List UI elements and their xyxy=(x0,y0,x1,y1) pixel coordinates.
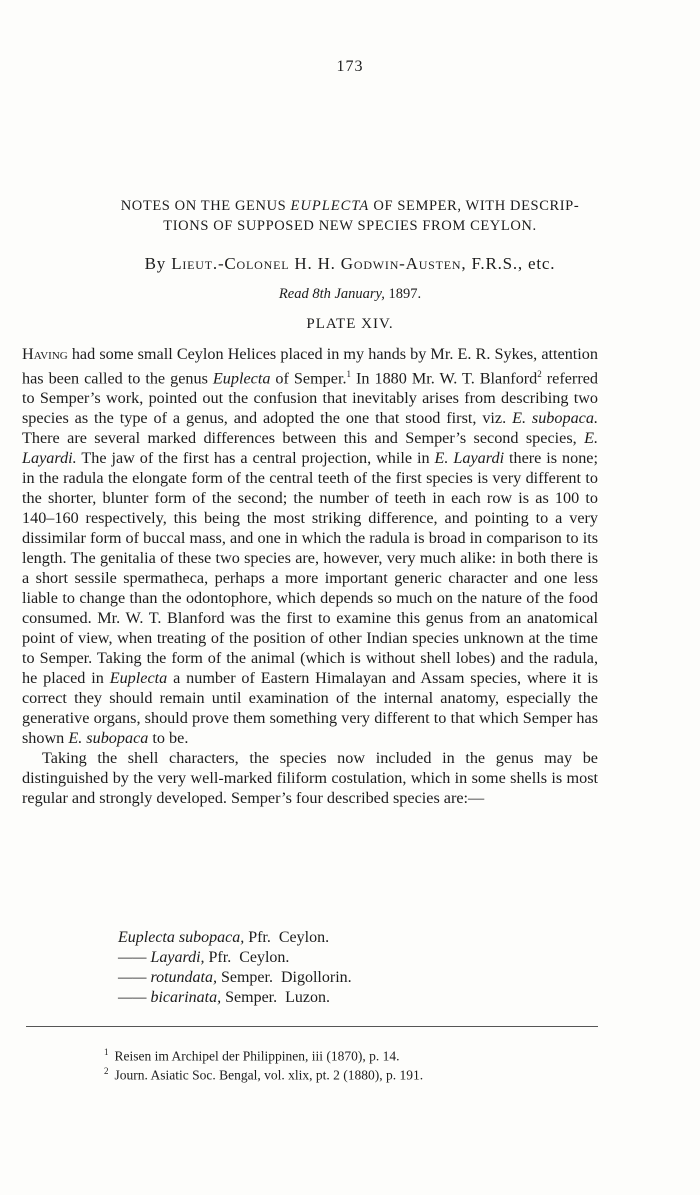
title-line2: TIONS OF SUPPOSED NEW SPECIES FROM CEYLON. xyxy=(163,218,537,234)
species-author: Pfr. xyxy=(244,929,271,946)
footnote-text: Reisen im Archipel der Philippinen, iii (1870), p. 14. xyxy=(114,1048,400,1064)
text-run: There are several marked differences between this and Semper’s second species, xyxy=(22,429,585,448)
read-year: 1897. xyxy=(384,286,422,302)
footnote-ref-1: 1 xyxy=(346,369,351,379)
title-part2: OF SEMPER, WITH DESCRIP- xyxy=(369,198,580,214)
footnote-divider xyxy=(26,1026,598,1027)
footnote-2 xyxy=(104,1066,423,1084)
title-genus: EUPLECTA xyxy=(290,198,370,214)
text-run: In 1880 Mr. W. T. Blanford xyxy=(351,369,538,388)
species-name: —— bicarinata, xyxy=(118,989,222,1006)
footnote-text: Journ. Asiatic Soc. Bengal, vol. xlix, pt. 2 (1880), p. 191. xyxy=(114,1067,424,1083)
species-author: Pfr. xyxy=(204,949,232,966)
author-by: By xyxy=(144,254,167,273)
author-initials: H. H. xyxy=(294,254,336,273)
species-item xyxy=(118,988,352,1008)
species-item xyxy=(118,948,352,968)
author-suffix: F.R.S., etc. xyxy=(471,254,556,273)
author-rank: Lieut.-Colonel xyxy=(171,254,290,273)
footnote-ref-2: 2 xyxy=(537,369,542,379)
text-run: a number of Eastern Himalayan and Assam species, where it is correct they should remain until examination of the internal anatomy, especially the generative organs, should prove them something very different to that which Semper has shown xyxy=(22,669,598,748)
species-name: E. Layardi. xyxy=(22,429,598,468)
species-locality: Ceylon. xyxy=(239,949,290,966)
read-label: Read 8th January, xyxy=(278,286,385,302)
species-name: —— Layardi, xyxy=(118,949,205,966)
text-run: there is none; in the radula the elongate form of the central teeth of the first species is very different to the shorter, blunter form of the second; the number of teeth in each row is as 100 to 140–160 respectively, this being the most striking difference, and pointing to a very dissimilar form of buccal mass, and one in which the radula is broad in comparison to its length. The genitalia of these two species are, however, very much alike: in both there is a short sessile spermatheca, perhaps a more important generic character and one less liable to change than the odontophore, which depends so much on the nature of the food consumed. Mr. W. T. Blanford was the first to examine this genus from an anatomical point of view, when treating of the position of other Indian species unknown at the time to Semper. Taking the form of the animal (which is without shell lobes) and the radula, he placed in xyxy=(22,449,598,688)
text-run: referred to Semper’s work, pointed out the confusion that inevitably arises from describing two species as the type of a genus, and adopted the one that stood first, viz. xyxy=(22,369,598,428)
author-name: Godwin-Austen, xyxy=(340,254,467,273)
author-line xyxy=(0,254,700,274)
species-item xyxy=(118,968,352,988)
genus-name: Euplecta xyxy=(212,369,271,388)
text-run: had some small Ceylon Helices placed in my hands by Mr. E. R. Sykes, attention has been called to the genus xyxy=(22,345,598,388)
article-title xyxy=(20,196,680,236)
species-name: Euplecta subopaca, xyxy=(118,929,245,946)
plate-heading: PLATE XIV. xyxy=(306,316,394,332)
species-name: E. subopaca. xyxy=(512,409,599,428)
paragraph-2: Taking the shell characters, the species now included in the genus may be distinguished by the very well-marked filiform costulation, which in some shells is most regular and strongly developed. Semper’s four described species are:— xyxy=(22,749,598,808)
species-locality: Ceylon. xyxy=(278,929,330,946)
footnote-1 xyxy=(104,1047,399,1065)
species-name: E. Layardi xyxy=(434,449,505,468)
footnote-mark: 2 xyxy=(104,1066,109,1076)
species-item xyxy=(118,928,352,948)
text-run: to be. xyxy=(148,729,189,748)
read-date xyxy=(0,286,700,303)
genus-name: Euplecta xyxy=(109,669,168,688)
footnote-mark: 1 xyxy=(104,1047,109,1057)
species-list xyxy=(118,928,352,1008)
species-locality: Digollorin. xyxy=(280,969,352,986)
page-number: 173 xyxy=(336,58,364,75)
species-locality: Luzon. xyxy=(285,989,330,1006)
article-body xyxy=(22,344,598,808)
species-name: —— rotundata, xyxy=(118,969,217,986)
species-author: Semper. xyxy=(216,969,273,986)
species-name: E. subopaca xyxy=(68,729,149,748)
text-run: The jaw of the first has a central projection, while in xyxy=(76,449,435,468)
lead-word: Having xyxy=(22,345,68,363)
text-run: of Semper. xyxy=(270,369,347,388)
title-part1: NOTES ON THE GENUS xyxy=(120,198,291,214)
paragraph-1 xyxy=(22,344,598,748)
species-author: Semper. xyxy=(221,989,278,1006)
